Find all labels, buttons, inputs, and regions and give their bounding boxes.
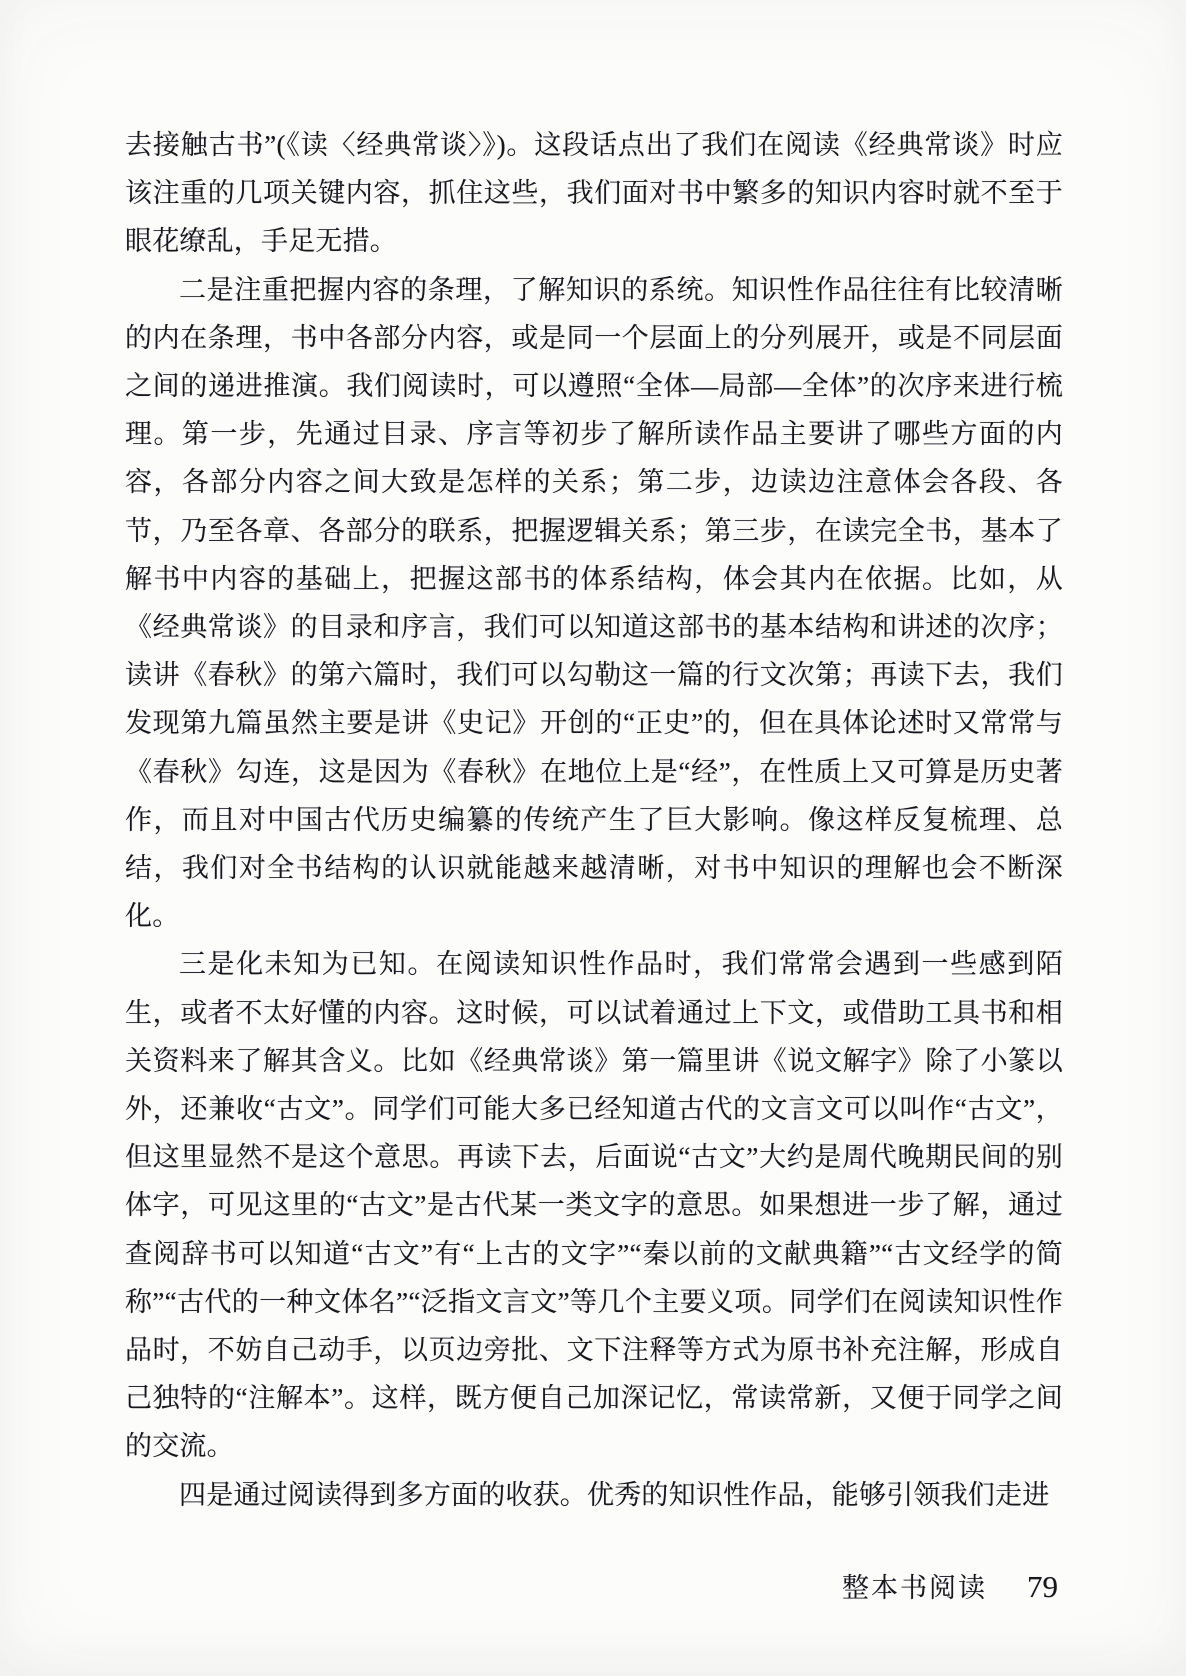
footer-section-label: 整本书阅读 <box>842 1573 987 1603</box>
paragraph-point-four: 四是通过阅读得到多方面的收获。优秀的知识性作品，能够引领我们走进 <box>179 1479 1050 1510</box>
page-body-text <box>125 121 1063 1519</box>
paragraph-point-three: 三是化未知为已知。在阅读知识性作品时，我们常常会遇到一些感到陌生，或者不太好懂的内容。这时候，可以试着通过上下文，或借助工具书和相关资料来了解其含义。比如《经典常谈》第一篇里讲《说文解字》除了小篆以外，还兼收“古文”。同学们可能大多已经知道古代的文言文可以叫作“古文”，但这里显然不是这个意思。再读下去，后面说“古文”大约是周代晚期民间的别体字，可见这里的“古文”是古代某一类文字的意思。如果想进一步了解，通过查阅辞书可以知道“古文”有“上古的文字”“秦以前的文献典籍”“古文经学的简称”“古代的一种文体名”“泛指文言文”等几个主要义项。同学们在阅读知识性作品时，不妨自己动手，以页边旁批、文下注释等方式为原书补充注解，形成自己独特的“注解本”。这样，既方便自己加深记忆，常读常新，又便于同学之间的交流。 <box>125 949 1063 1462</box>
page-footer <box>842 1566 1058 1605</box>
paragraph-continuation: 去接触古书”(《读〈经典常谈〉》)。这段话点出了我们在阅读《经典常谈》时应该注重的几项关键内容，抓住这些，我们面对书中繁多的知识内容时就不至于眼花缭乱，手足无措。 <box>125 130 1063 257</box>
paragraph-point-two: 二是注重把握内容的条理，了解知识的系统。知识性作品往往有比较清晰的内在条理，书中各部分内容，或是同一个层面上的分列展开，或是不同层面之间的递进推演。我们阅读时，可以遵照“全体—局部—全体”的次序来进行梳理。第一步，先通过目录、序言等初步了解所读作品主要讲了哪些方面的内容，各部分内容之间大致是怎样的关系；第二步，边读边注意体会各段、各节，乃至各章、各部分的联系，把握逻辑关系；第三步，在读完全书，基本了解书中内容的基础上，把握这部书的体系结构，体会其内在依据。比如，从《经典常谈》的目录和序言，我们可以知道这部书的基本结构和讲述的次序；读讲《春秋》的第六篇时，我们可以勾勒这一篇的行文次第；再读下去，我们发现第九篇虽然主要是讲《史记》开创的“正史”的，但在具体论述时又常常与《春秋》勾连，这是因为《春秋》在地位上是“经”，在性质上又可算是历史著作，而且对中国古代历史编纂的传统产生了巨大影响。像这样反复梳理、总结，我们对全书结构的认识就能越来越清晰，对书中知识的理解也会不断深化。 <box>125 274 1063 932</box>
footer-page-number: 79 <box>1027 1569 1058 1604</box>
